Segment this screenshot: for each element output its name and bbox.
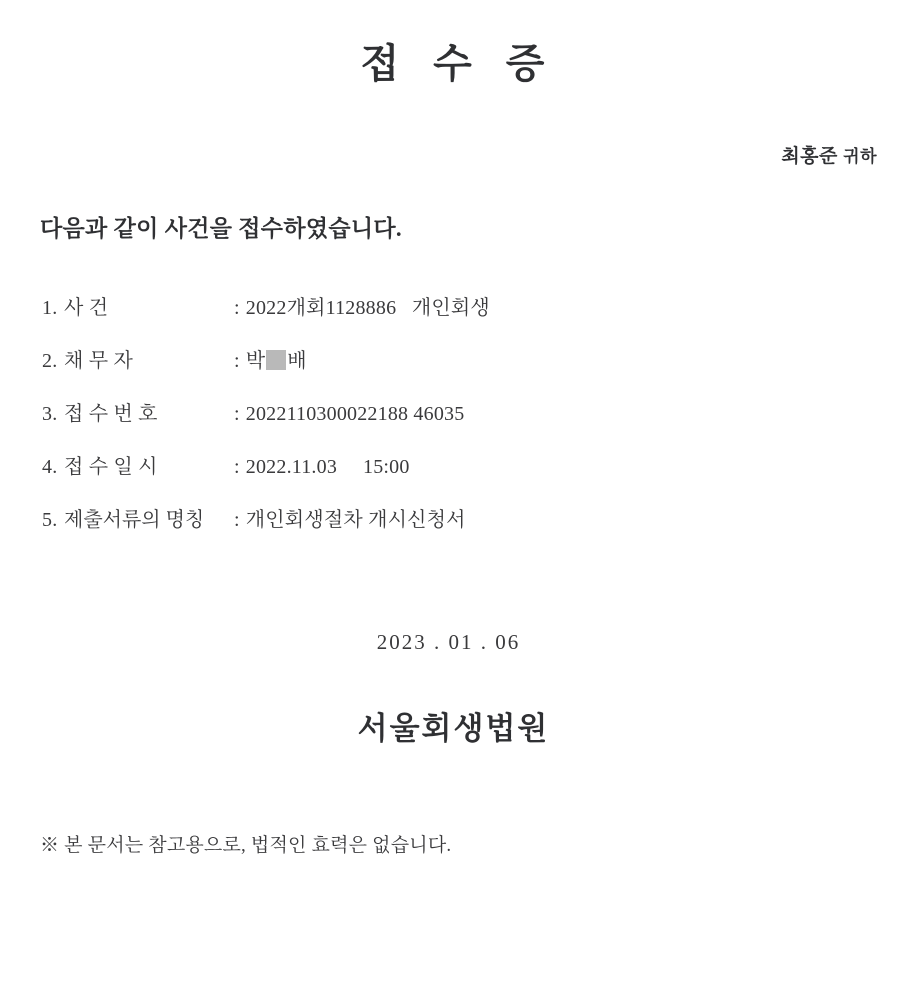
item-value: 2022110300022188 46035 (245, 403, 465, 425)
list-item (42, 291, 917, 320)
issue-date: 2023 . 01 . 06 (376, 630, 521, 654)
redaction-block (266, 350, 286, 370)
addressee (0, 141, 917, 168)
item-value-debtor (246, 344, 307, 373)
list-item (42, 450, 917, 479)
footnote: ※ 본 문서는 참고용으로, 법적인 효력은 없습니다. (40, 835, 452, 856)
item-colon: : (234, 403, 240, 425)
item-colon: : (234, 456, 240, 478)
list-item (42, 503, 917, 532)
item-label: 제출서류의 명칭 (64, 509, 205, 531)
debtor-name-suffix: 배 (287, 350, 307, 372)
item-number: 2. (42, 350, 58, 372)
item-list (0, 291, 917, 532)
item-number: 5. (42, 509, 58, 531)
debtor-name-prefix: 박 (245, 350, 266, 372)
list-item (42, 344, 917, 373)
item-value: 개인회생절차 개시신청서 (245, 509, 466, 531)
item-value: 2022개회1128886 개인회생 (245, 297, 490, 319)
addressee-honorific: 귀하 (843, 147, 877, 166)
item-colon: : (234, 297, 240, 319)
item-label: 접 수 번 호 (64, 403, 158, 425)
item-value: 2022.11.03 15:00 (245, 456, 410, 478)
page-title: 접 수 증 (360, 41, 557, 86)
item-label: 사 건 (64, 297, 109, 319)
item-colon: : (234, 350, 240, 372)
addressee-name: 최홍준 (781, 146, 838, 167)
item-number: 3. (42, 403, 58, 425)
item-number: 1. (42, 297, 58, 319)
court-name: 서울회생법원 (357, 711, 550, 746)
item-label: 채 무 자 (64, 350, 133, 372)
list-item (42, 397, 917, 426)
item-colon: : (234, 509, 240, 531)
item-label: 접 수 일 시 (64, 456, 158, 478)
lead-sentence: 다음과 같이 사건을 접수하였습니다. (40, 216, 402, 241)
item-number: 4. (42, 456, 58, 478)
